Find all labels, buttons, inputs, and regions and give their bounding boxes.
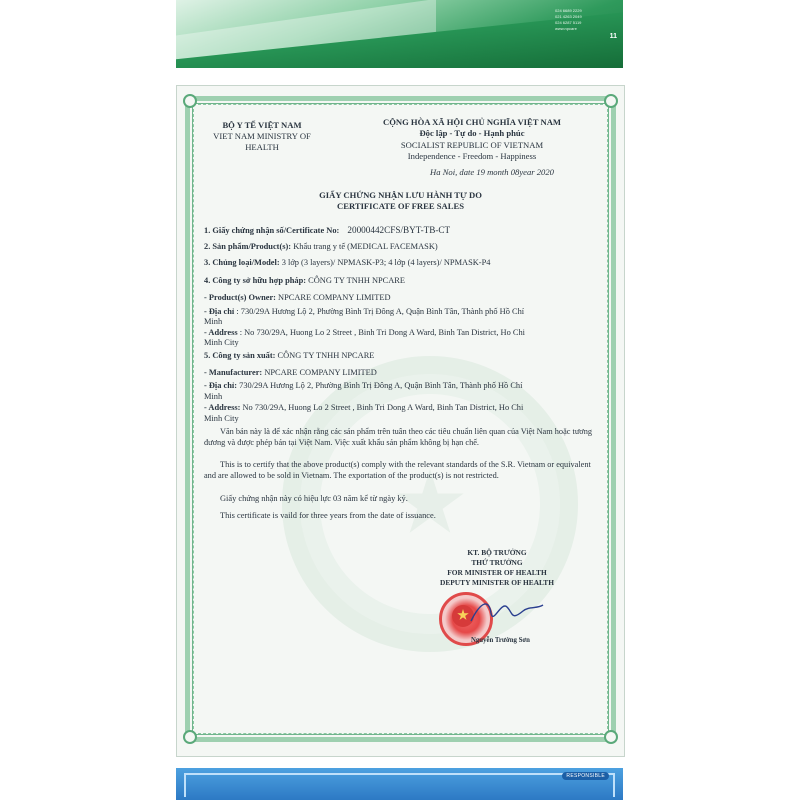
owner-vi-row [204,275,405,286]
signature-title-vi-2: THỨ TRƯỞNG [471,558,523,567]
page-number: 11 [609,33,617,40]
field-value: Khẩu trang y tế (MEDICAL FACEMASK) [293,242,438,251]
manufacturer-en-row [204,367,377,378]
field-label: - Product(s) Owner: [204,293,276,302]
ministry-name-en-2: HEALTH [245,142,279,152]
contact-line: 024 6287 5119 [555,20,582,25]
certificate-number-row [204,225,450,236]
signer-name: Nguyễn Trường Sơn [471,637,530,644]
validity-vi: Giấy chứng nhận này có hiệu lực 03 năm kể từ ngày ký. [220,494,408,503]
manufacturer-address-en-row [204,402,523,413]
owner-address-en-row [204,327,525,338]
field-label: - Address [204,328,238,337]
field-value: : No 730/29A, Huong Lo 2 Street , Binh Tri Dong A Ward, Binh Tan District, Ho Chi [239,328,525,337]
certification-paragraph-en: This is to certify that the above product(s) comply with the relevant standards of the S.R. Vietnam or equivalent and are allowed to be sold in Vietnam. The exportation of the product(s) is not restricted. [204,460,591,480]
top-banner-image [176,0,623,68]
field-label: - Manufacturer: [204,368,263,377]
model-row [204,257,490,268]
field-value: CÔNG TY TNHH NPCARE [277,351,375,360]
republic-name-vi: CỘNG HÒA XÃ HỘI CHỦ NGHĨA VIỆT NAM [382,117,562,127]
field-value: No 730/29A, Huong Lo 2 Street , Binh Tri Dong A Ward, Binh Tan District, Ho Chi [242,403,524,412]
banner-frame [184,773,615,797]
contact-line: 024 6689 2229 [555,8,582,13]
responsible-badge: RESPONSIBLE [562,772,609,780]
field-value: : 730/29A Hương Lộ 2, Phường Bình Trị Đông A, Quận Bình Tân, Thành phố Hồ Chí [236,307,525,316]
field-label: - Địa chỉ [204,307,235,316]
signature-title-vi: KT. BỘ TRƯỞNG [467,548,527,557]
field-value: CÔNG TY TNHH NPCARE [308,276,406,285]
handwritten-signature [467,591,547,631]
field-value: NPCARE COMPANY LIMITED [278,293,391,302]
certificate-document [176,85,625,757]
manufacturer-vi-row [204,350,374,361]
field-label: 2. Sản phẩm/Product(s): [204,242,292,251]
field-label: - Địa chỉ: [204,381,238,390]
bottom-banner-image [176,768,623,800]
manufacturer-address-vi-row [204,380,522,391]
ministry-name-en: VIET NAM MINISTRY OF [213,131,311,141]
contact-line: 021 4263 2049 [555,14,582,19]
owner-en-row [204,292,391,303]
field-value-continued: Minh City [204,338,239,347]
field-label: 4. Công ty sở hữu hợp pháp: [204,276,307,285]
field-label: 1. Giấy chứng nhận số/Certificate No: [204,226,340,235]
field-value-continued: Minh [204,317,223,326]
banner-contact [555,8,613,32]
validity-en: This certificate is vaild for three years from the date of issuance. [220,511,436,520]
certification-paragraph-vi: Văn bản này là để xác nhận rằng các sản phẩm trên tuân theo các tiêu chuẩn liên quan của Việt Nam hoặc tương đương và được phép bán tại Việt Nam. Việc xuất khẩu sản phẩm không bị hạn chế. [204,427,592,447]
motto-vi: Độc lập - Tự do - Hạnh phúc [419,128,525,138]
product-row [204,241,438,252]
certificate-number: 20000442CFS/BYT-TB-CT [347,225,451,235]
field-value: 730/29A Hương Lộ 2, Phường Bình Trị Đông A, Quận Bình Tân, Thành phố Hồ Chí [239,381,523,390]
field-value: NPCARE COMPANY LIMITED [264,368,377,377]
contact-line: www.npcare [555,26,577,31]
field-label: - Address: [204,403,241,412]
field-value-continued: Minh City [204,414,239,423]
signature-block [427,548,567,588]
title-en: CERTIFICATE OF FREE SALES [337,201,464,211]
owner-address-vi-row [204,306,524,317]
ministry-name-vi: BỘ Y TẾ VIỆT NAM [222,120,302,130]
issue-date: Ha Noi, date 19 month 08year 2020 [430,167,554,177]
motto-en: Independence - Freedom - Happiness [407,151,537,161]
field-label: 3. Chủng loại/Model: [204,258,280,267]
title-vi: GIẤY CHỨNG NHẬN LƯU HÀNH TỰ DO [319,190,482,200]
signature-title-en-2: DEPUTY MINISTER OF HEALTH [440,578,554,587]
field-value-continued: Minh [204,392,223,401]
field-label: 5. Công ty sản xuất: [204,351,276,360]
signature-title-en: FOR MINISTER OF HEALTH [447,568,547,577]
field-value: 3 lớp (3 layers)/ NPMASK-P3; 4 lớp (4 layers)/ NPMASK-P4 [281,258,491,267]
republic-name-en: SOCIALIST REPUBLIC OF VIETNAM [400,140,544,150]
